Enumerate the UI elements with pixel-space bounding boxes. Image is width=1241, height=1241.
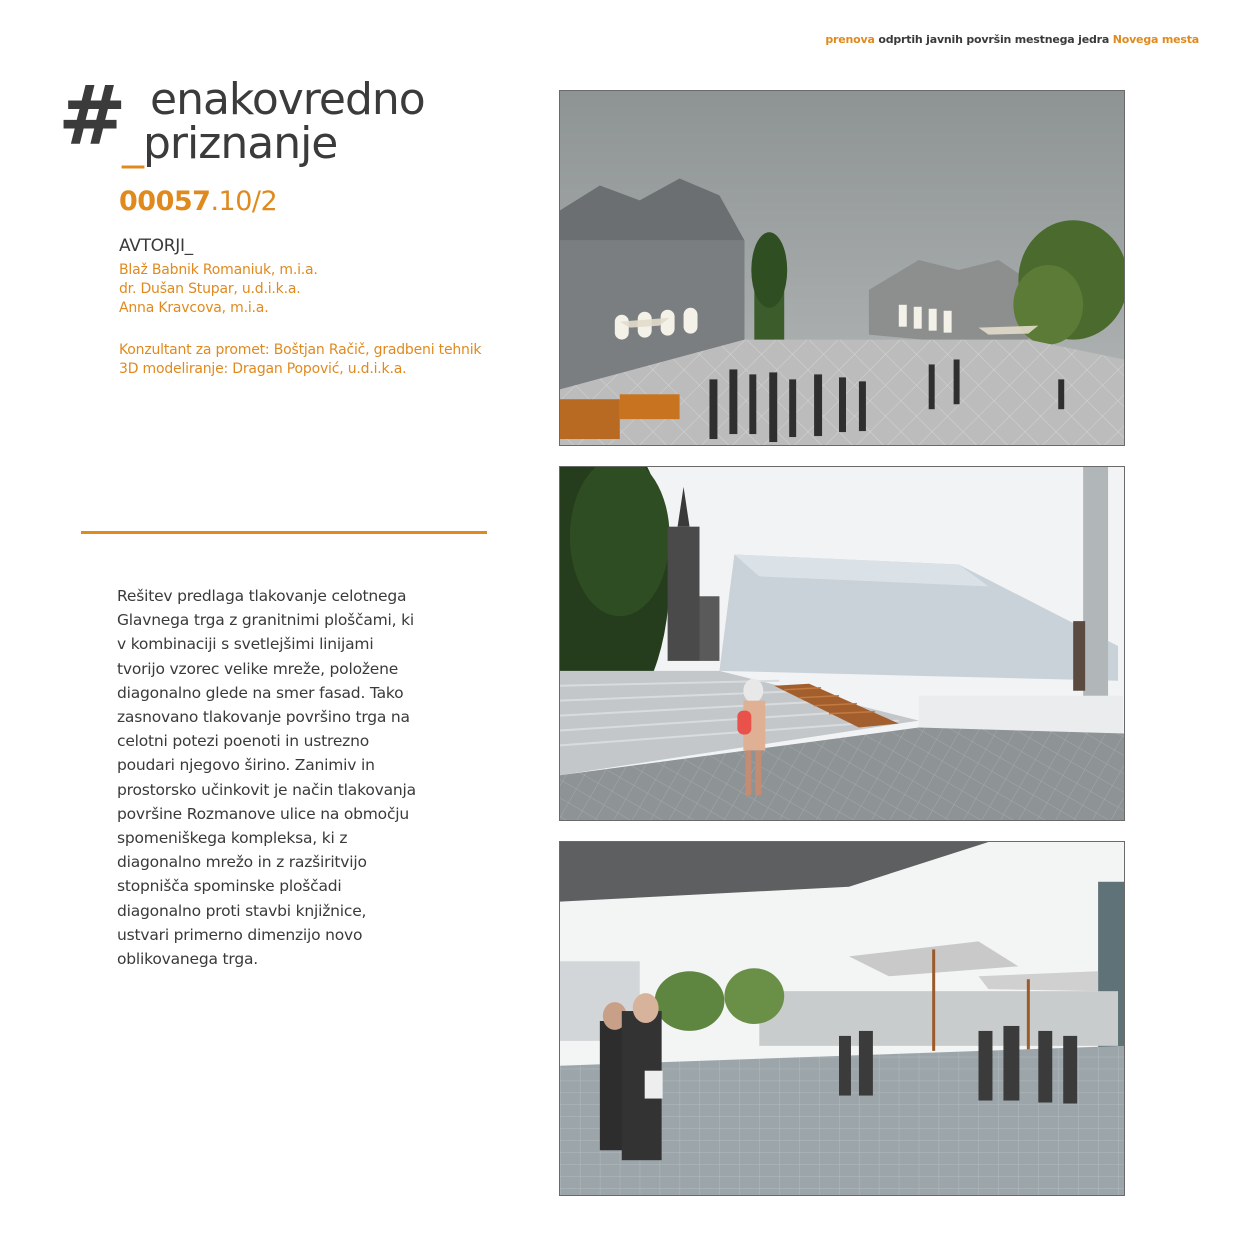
description-line: diagonalno mrežo in z razširitvijo xyxy=(117,853,367,872)
entry-code xyxy=(119,186,277,217)
title-line-2 xyxy=(122,118,338,169)
description-text xyxy=(117,584,477,971)
header-highlight-2: Novega mesta xyxy=(1112,33,1199,46)
authors-list xyxy=(119,261,318,318)
description-line: diagonalno glede na smer fasad. Tako xyxy=(117,683,404,702)
entry-code-rest: .10/2 xyxy=(210,186,278,217)
entry-code-bold: 00057 xyxy=(119,186,211,217)
description-line: oblikovanega trga. xyxy=(117,950,258,969)
title-line-1: enakovredno xyxy=(150,74,425,125)
description-line: zasnovano tlakovanje površino trga na xyxy=(117,708,410,727)
hash-symbol: # xyxy=(58,69,127,164)
render-square-evening xyxy=(559,90,1125,446)
render-umbrellas xyxy=(559,841,1125,1196)
header-highlight-1: prenova xyxy=(825,33,875,46)
description-line: stopnišča spominske ploščadi xyxy=(117,877,342,896)
render-steps-church-svg xyxy=(560,467,1124,820)
description-line: ustvari primerno dimenzijo novo xyxy=(117,925,363,944)
orange-divider xyxy=(81,531,487,534)
header-middle: odprtih javnih površin mestnega jedra xyxy=(874,33,1113,46)
header-line xyxy=(825,33,1199,46)
description-line: prostorsko učinkovit je način tlakovanja xyxy=(117,780,416,799)
title-line-2-text: priznanje xyxy=(143,118,338,169)
render-umbrellas-svg xyxy=(560,842,1124,1195)
description-line: celotni potezi poenoti in ustrezno xyxy=(117,732,370,751)
description-line: poudari njegovo širino. Zanimiv in xyxy=(117,756,375,775)
consultant-line: Konzultant za promet: Boštjan Račič, gradbeni tehnik xyxy=(119,342,482,358)
render-square-evening-svg xyxy=(560,91,1124,445)
description-line: Glavnega trga z granitnimi ploščami, ki xyxy=(117,611,414,630)
authors-heading: AVTORJI_ xyxy=(119,236,193,256)
consultants-list xyxy=(119,341,481,379)
author-name: Anna Kravcova, m.i.a. xyxy=(119,300,269,316)
description-line: Rešitev predlaga tlakovanje celotnega xyxy=(117,587,407,605)
description-line: tvorijo vzorec velike mreže, položene xyxy=(117,659,399,678)
description-line: diagonalno proti stavbi knjižnice, xyxy=(117,901,367,920)
consultant-line: 3D modeliranje: Dragan Popović, u.d.i.k.a. xyxy=(119,361,407,377)
description-line: spomeniškega kompleksa, ki z xyxy=(117,829,348,848)
author-name: Blaž Babnik Romaniuk, m.i.a. xyxy=(119,262,318,278)
description-line: površine Rozmanove ulice na območju xyxy=(117,804,409,823)
description-line: v kombinaciji s svetlejšimi linijami xyxy=(117,635,374,654)
author-name: dr. Dušan Stupar, u.d.i.k.a. xyxy=(119,281,301,297)
title-underscore: _ xyxy=(122,118,143,169)
render-steps-church xyxy=(559,466,1125,821)
